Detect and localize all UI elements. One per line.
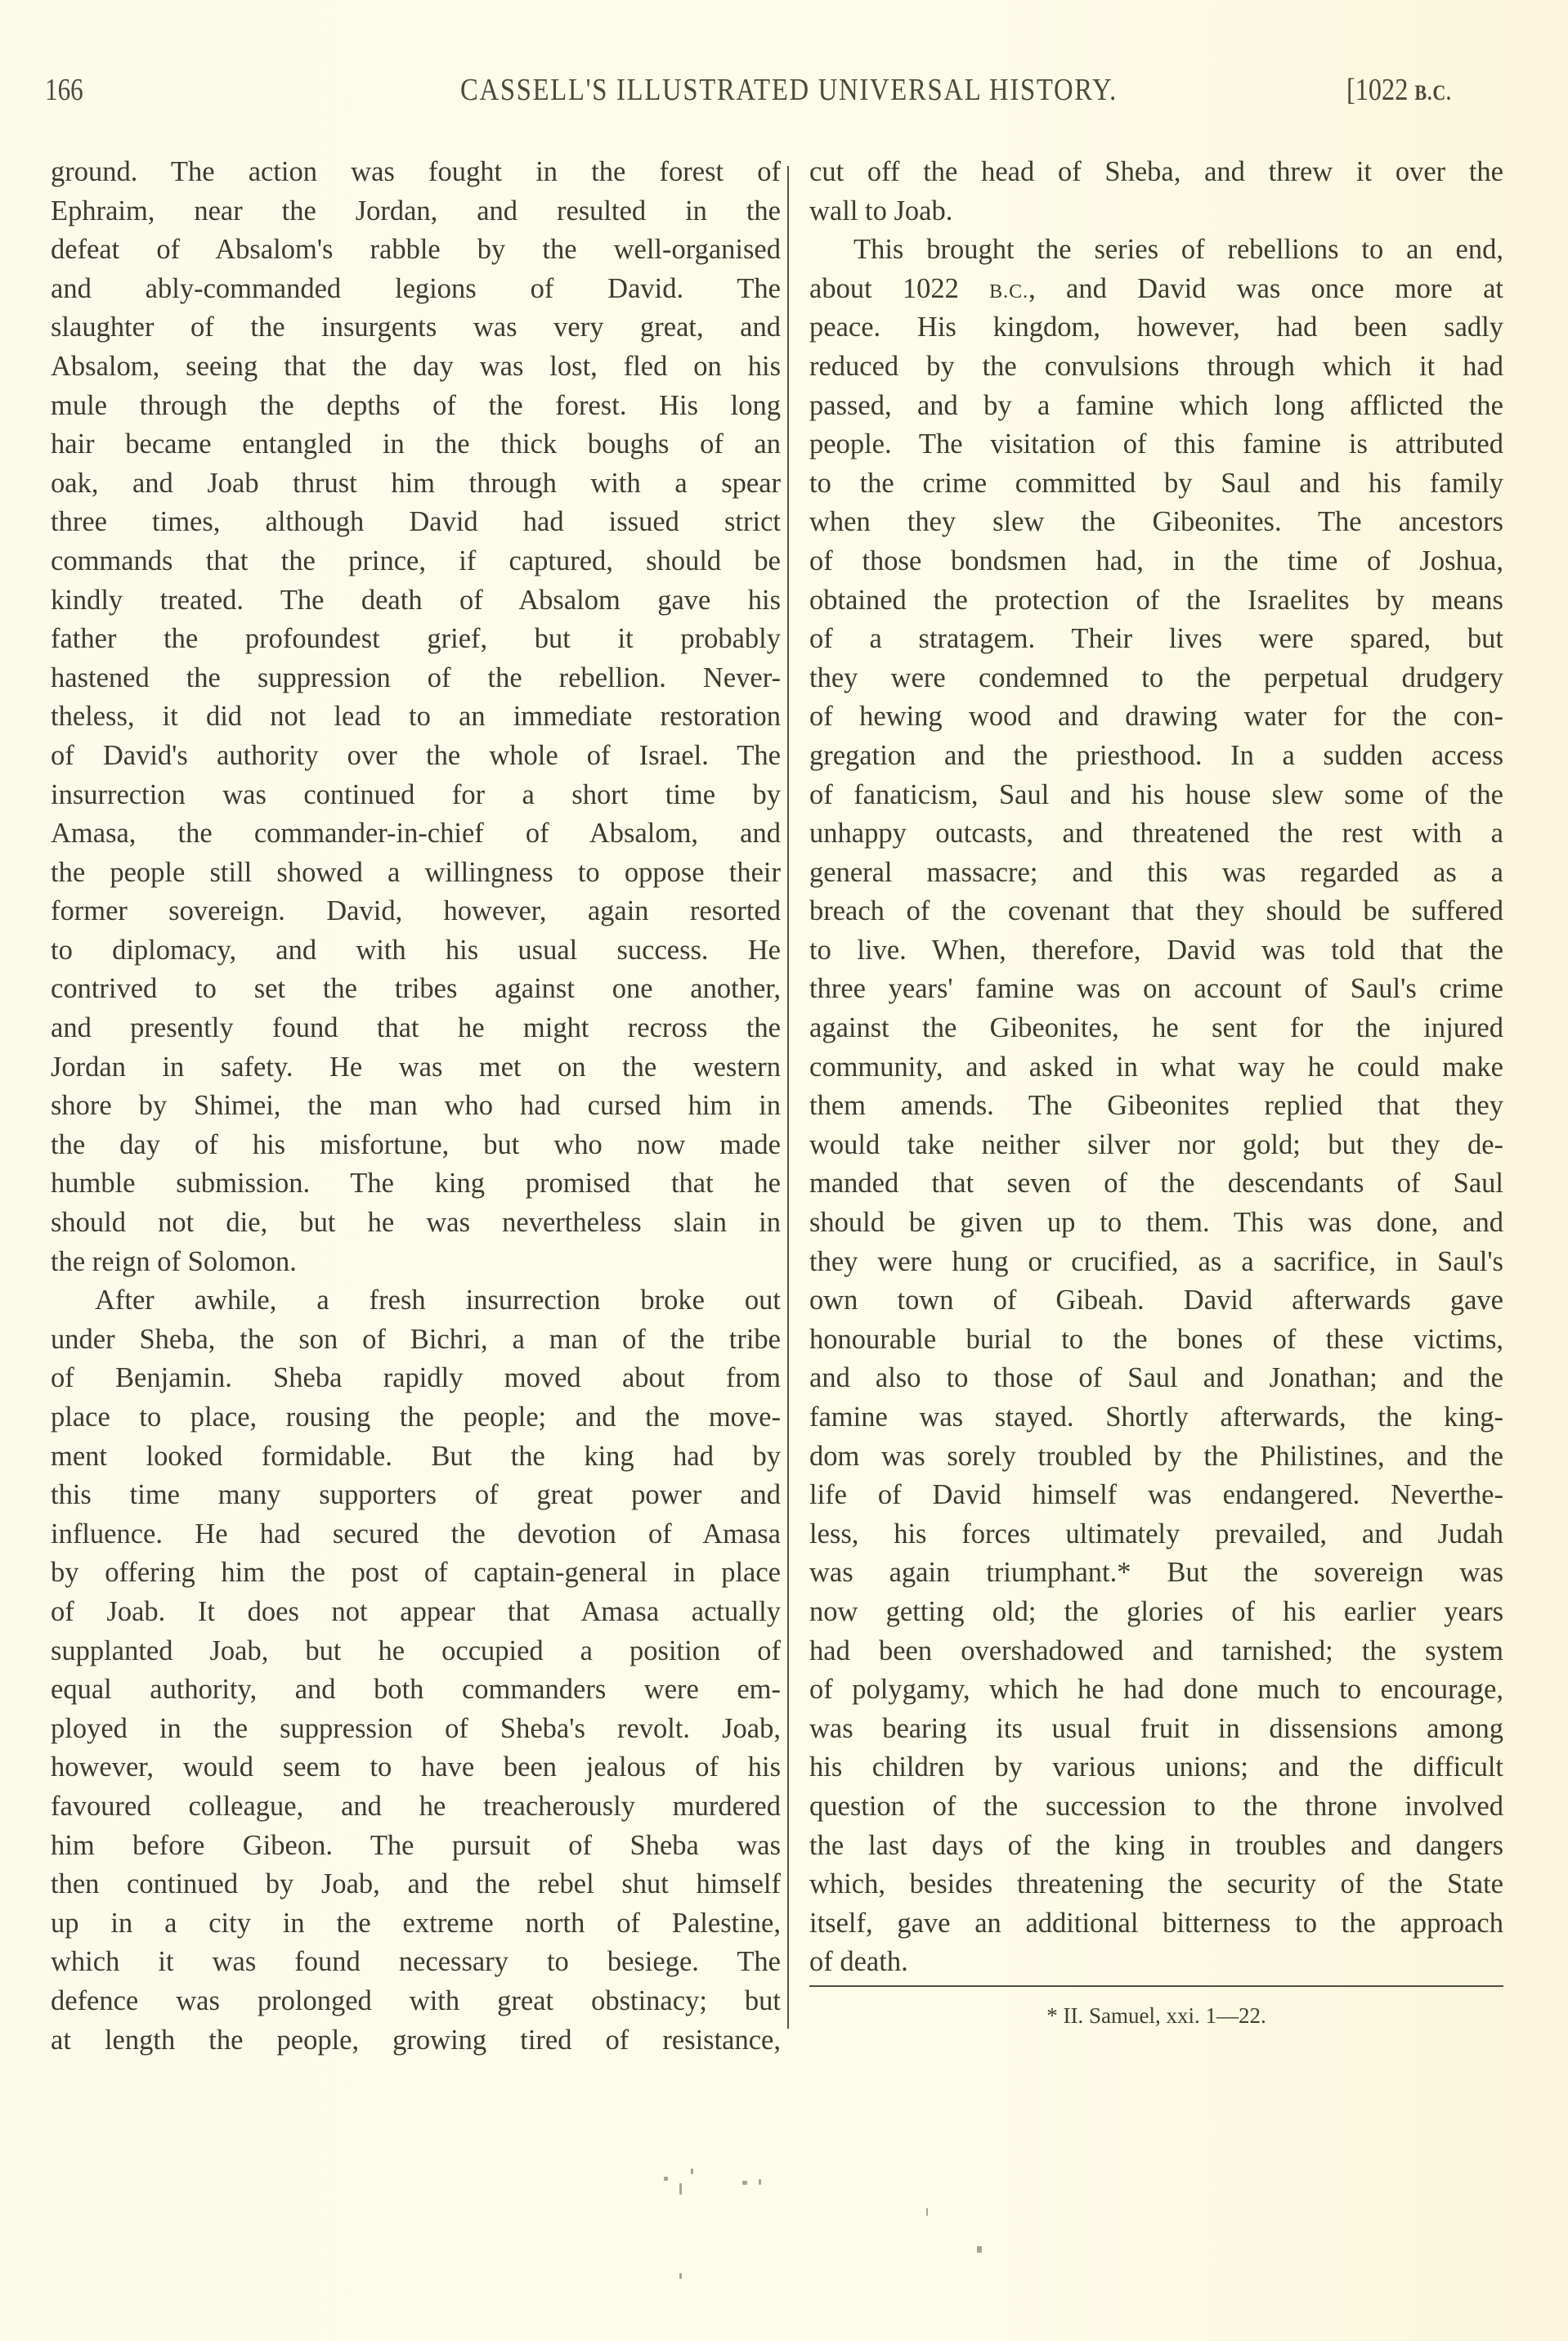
footnote: * II. Samuel, xxi. 1—22. [1046,2003,1266,2028]
text-line: oak, and Joab thrust him through with a spear [51,467,781,499]
page-number: 166 [45,73,83,107]
text-line: ground. The action was fought in the forest of [51,156,781,187]
text-line: then continued by Joab, and the rebel shut himself [51,1868,781,1900]
text-line: dom was sorely troubled by the Philistines, and the [809,1440,1503,1472]
text-line: wall to Joab. [809,195,953,226]
text-line: when they slew the Gibeonites. The ancestors [809,506,1503,538]
text-line: three years' famine was on account of Saul's crime [809,973,1503,1005]
era-abbreviation: B.C. [989,280,1029,303]
scan-speck [691,2168,693,2174]
text-line: influence. He had secured the devotion of Amasa [51,1518,781,1549]
text-line: and ably-commanded legions of David. The [51,272,781,304]
text-line: supplanted Joab, but he occupied a position of [51,1635,781,1666]
scan-speck [759,2179,761,2185]
running-header [0,72,1568,113]
text-line: humble submission. The king promised that he [51,1168,781,1200]
scan-speck [742,2181,747,2185]
text-line: former sovereign. David, however, again resorted [51,895,781,927]
text-line: theless, it did not lead to an immediate restoration [51,701,781,733]
text-line: breach of the covenant that they should be suffered [809,895,1503,927]
text-line: the day of his misfortune, but who now made [51,1128,781,1160]
text-line: contrived to set the tribes against one another, [51,973,781,1005]
text-line: unhappy outcasts, and threatened the rest with a [809,818,1503,850]
text-line: life of David himself was endangered. Neverthe- [809,1479,1503,1511]
text-line: hair became entangled in the thick boughs of an [51,428,781,460]
text-line: his children by various unions; and the difficult [809,1751,1503,1783]
text-line: of David's authority over the whole of Israel. The [51,739,781,771]
text-line: This brought the series of rebellions to an end, [853,234,1503,266]
text-line: place to place, rousing the people; and the move- [51,1401,781,1433]
text-line: they were condemned to the perpetual drudgery [809,661,1503,693]
text-line: passed, and by a famine which long afflicted the [809,389,1503,421]
text-line: gregation and the priesthood. In a sudden access [809,739,1503,771]
text-line: After awhile, a fresh insurrection broke out [95,1285,781,1316]
text-line: equal authority, and both commanders were em- [51,1674,781,1706]
era-year: [1022 [1346,73,1409,107]
text-line: him before Gibeon. The pursuit of Sheba was [51,1829,781,1861]
text-line: was bearing its usual fruit in dissensions among [809,1712,1503,1744]
text-line: three times, although David had issued strict [51,506,781,538]
text-line: itself, gave an additional bitterness to the approach [809,1907,1503,1939]
text-line: however, would seem to have been jealous of his [51,1751,781,1783]
text-line: they were hung or crucified, as a sacrifice, in Saul's [809,1245,1503,1277]
text-line: reduced by the convulsions through which it had [809,350,1503,382]
text-line: against the Gibeonites, he sent for the injured [809,1012,1503,1044]
text-line: at length the people, growing tired of resistance, [51,2024,781,2056]
right-column [809,153,1503,1982]
text-line: cut off the head of Sheba, and threw it over the [809,156,1503,187]
text-line: honourable burial to the bones of these victims, [809,1323,1503,1355]
scan-speck [926,2208,928,2216]
text-line: which it was found necessary to besiege. The [51,1946,781,1978]
text-line: favoured colleague, and he treacherously murdered [51,1790,781,1822]
text-line: Amasa, the commander-in-chief of Absalom, and [51,818,781,850]
text-line: peace. His kingdom, however, had been sadly [809,312,1503,343]
text-line: should not die, but he was nevertheless slain in [51,1207,781,1239]
text-line: obtained the protection of the Israelites by means [809,584,1503,616]
text-line: hastened the suppression of the rebellion. Never- [51,661,781,693]
text-line: insurrection was continued for a short time by [51,778,781,810]
text-line: shore by Shimei, the man who had cursed him in [51,1090,781,1122]
text-line: Ephraim, near the Jordan, and resulted in the [51,195,781,226]
column-divider [787,166,789,2029]
text-line: to the crime committed by Saul and his family [809,467,1503,499]
text-line: of Joab. It does not appear that Amasa actually [51,1595,781,1627]
text-line: defence was prolonged with great obstinacy; but [51,1984,781,2016]
text-line: of a stratagem. Their lives were spared, but [809,623,1503,655]
text-line: general massacre; and this was regarded as a [809,856,1503,888]
text-line: by offering him the post of captain-general in place [51,1557,781,1589]
text-line: commands that the prince, if captured, should be [51,545,781,576]
text-line: and also to those of Saul and Jonathan; and the [809,1362,1503,1394]
text-line: manded that seven of the descendants of Saul [809,1168,1503,1200]
text-line: to diplomacy, and with his usual success. He [51,934,781,966]
text-line: Jordan in safety. He was met on the western [51,1051,781,1083]
scan-speck [977,2246,982,2253]
text-line: famine was stayed. Shortly afterwards, the king- [809,1401,1503,1433]
text-line: ployed in the suppression of Sheba's revolt. Joab, [51,1712,781,1744]
text-line: less, his forces ultimately prevailed, and Judah [809,1518,1503,1549]
text-line: this time many supporters of great power and [51,1479,781,1511]
text-line: was again triumphant.* But the sovereign was [809,1557,1503,1589]
text-line: father the profoundest grief, but it probably [51,623,781,655]
text-line: which, besides threatening the security of the State [809,1868,1503,1900]
text-line: defeat of Absalom's rabble by the well-organised [51,234,781,266]
text-line: the people still showed a willingness to oppose their [51,856,781,888]
text-line: about 1022 B.C., and David was once more at [809,272,1503,304]
text-line: of death. [809,1946,908,1978]
text-line: of hewing wood and drawing water for the con- [809,701,1503,733]
text-line: to live. When, therefore, David was told that the [809,934,1503,966]
running-title: CASSELL'S ILLUSTRATED UNIVERSAL HISTORY. [459,73,1118,107]
text-line: question of the succession to the throne involved [809,1790,1503,1822]
text-line: of those bondsmen had, in the time of Joshua, [809,545,1503,576]
text-line: own town of Gibeah. David afterwards gave [809,1285,1503,1316]
left-column [51,153,781,2060]
scan-speck [679,2273,682,2279]
text-line: the last days of the king in troubles and dangers [809,1829,1503,1861]
text-line: of polygamy, which he had done much to encourage, [809,1674,1503,1706]
text-line: now getting old; the glories of his earlier years [809,1595,1503,1627]
text-line: mule through the depths of the forest. His long [51,389,781,421]
text-line: slaughter of the insurgents was very great, and [51,312,781,343]
footnote-rule [809,1985,1503,1987]
text-line: ment looked formidable. But the king had by [51,1440,781,1472]
era-suffix: B.C. [1414,81,1452,105]
text-line: Absalom, seeing that the day was lost, fled on his [51,350,781,382]
text-line: community, and asked in what way he could make [809,1051,1503,1083]
text-line: and presently found that he might recross the [51,1012,781,1044]
text-line: should be given up to them. This was done, and [809,1207,1503,1239]
era-label [1346,72,1452,108]
text-line: under Sheba, the son of Bichri, a man of the tribe [51,1323,781,1355]
text-line: them amends. The Gibeonites replied that they [809,1090,1503,1122]
text-line: kindly treated. The death of Absalom gave his [51,584,781,616]
text-line: would take neither silver nor gold; but they de- [809,1128,1503,1160]
text-line: of fanaticism, Saul and his house slew some of the [809,778,1503,810]
text-line: people. The visitation of this famine is attributed [809,428,1503,460]
scan-speck [679,2183,682,2195]
text-line: of Benjamin. Sheba rapidly moved about from [51,1362,781,1394]
text-line: the reign of Solomon. [51,1245,297,1277]
text-line: had been overshadowed and tarnished; the system [809,1635,1503,1666]
text-line: up in a city in the extreme north of Palestine, [51,1907,781,1939]
scan-speck [664,2177,668,2181]
